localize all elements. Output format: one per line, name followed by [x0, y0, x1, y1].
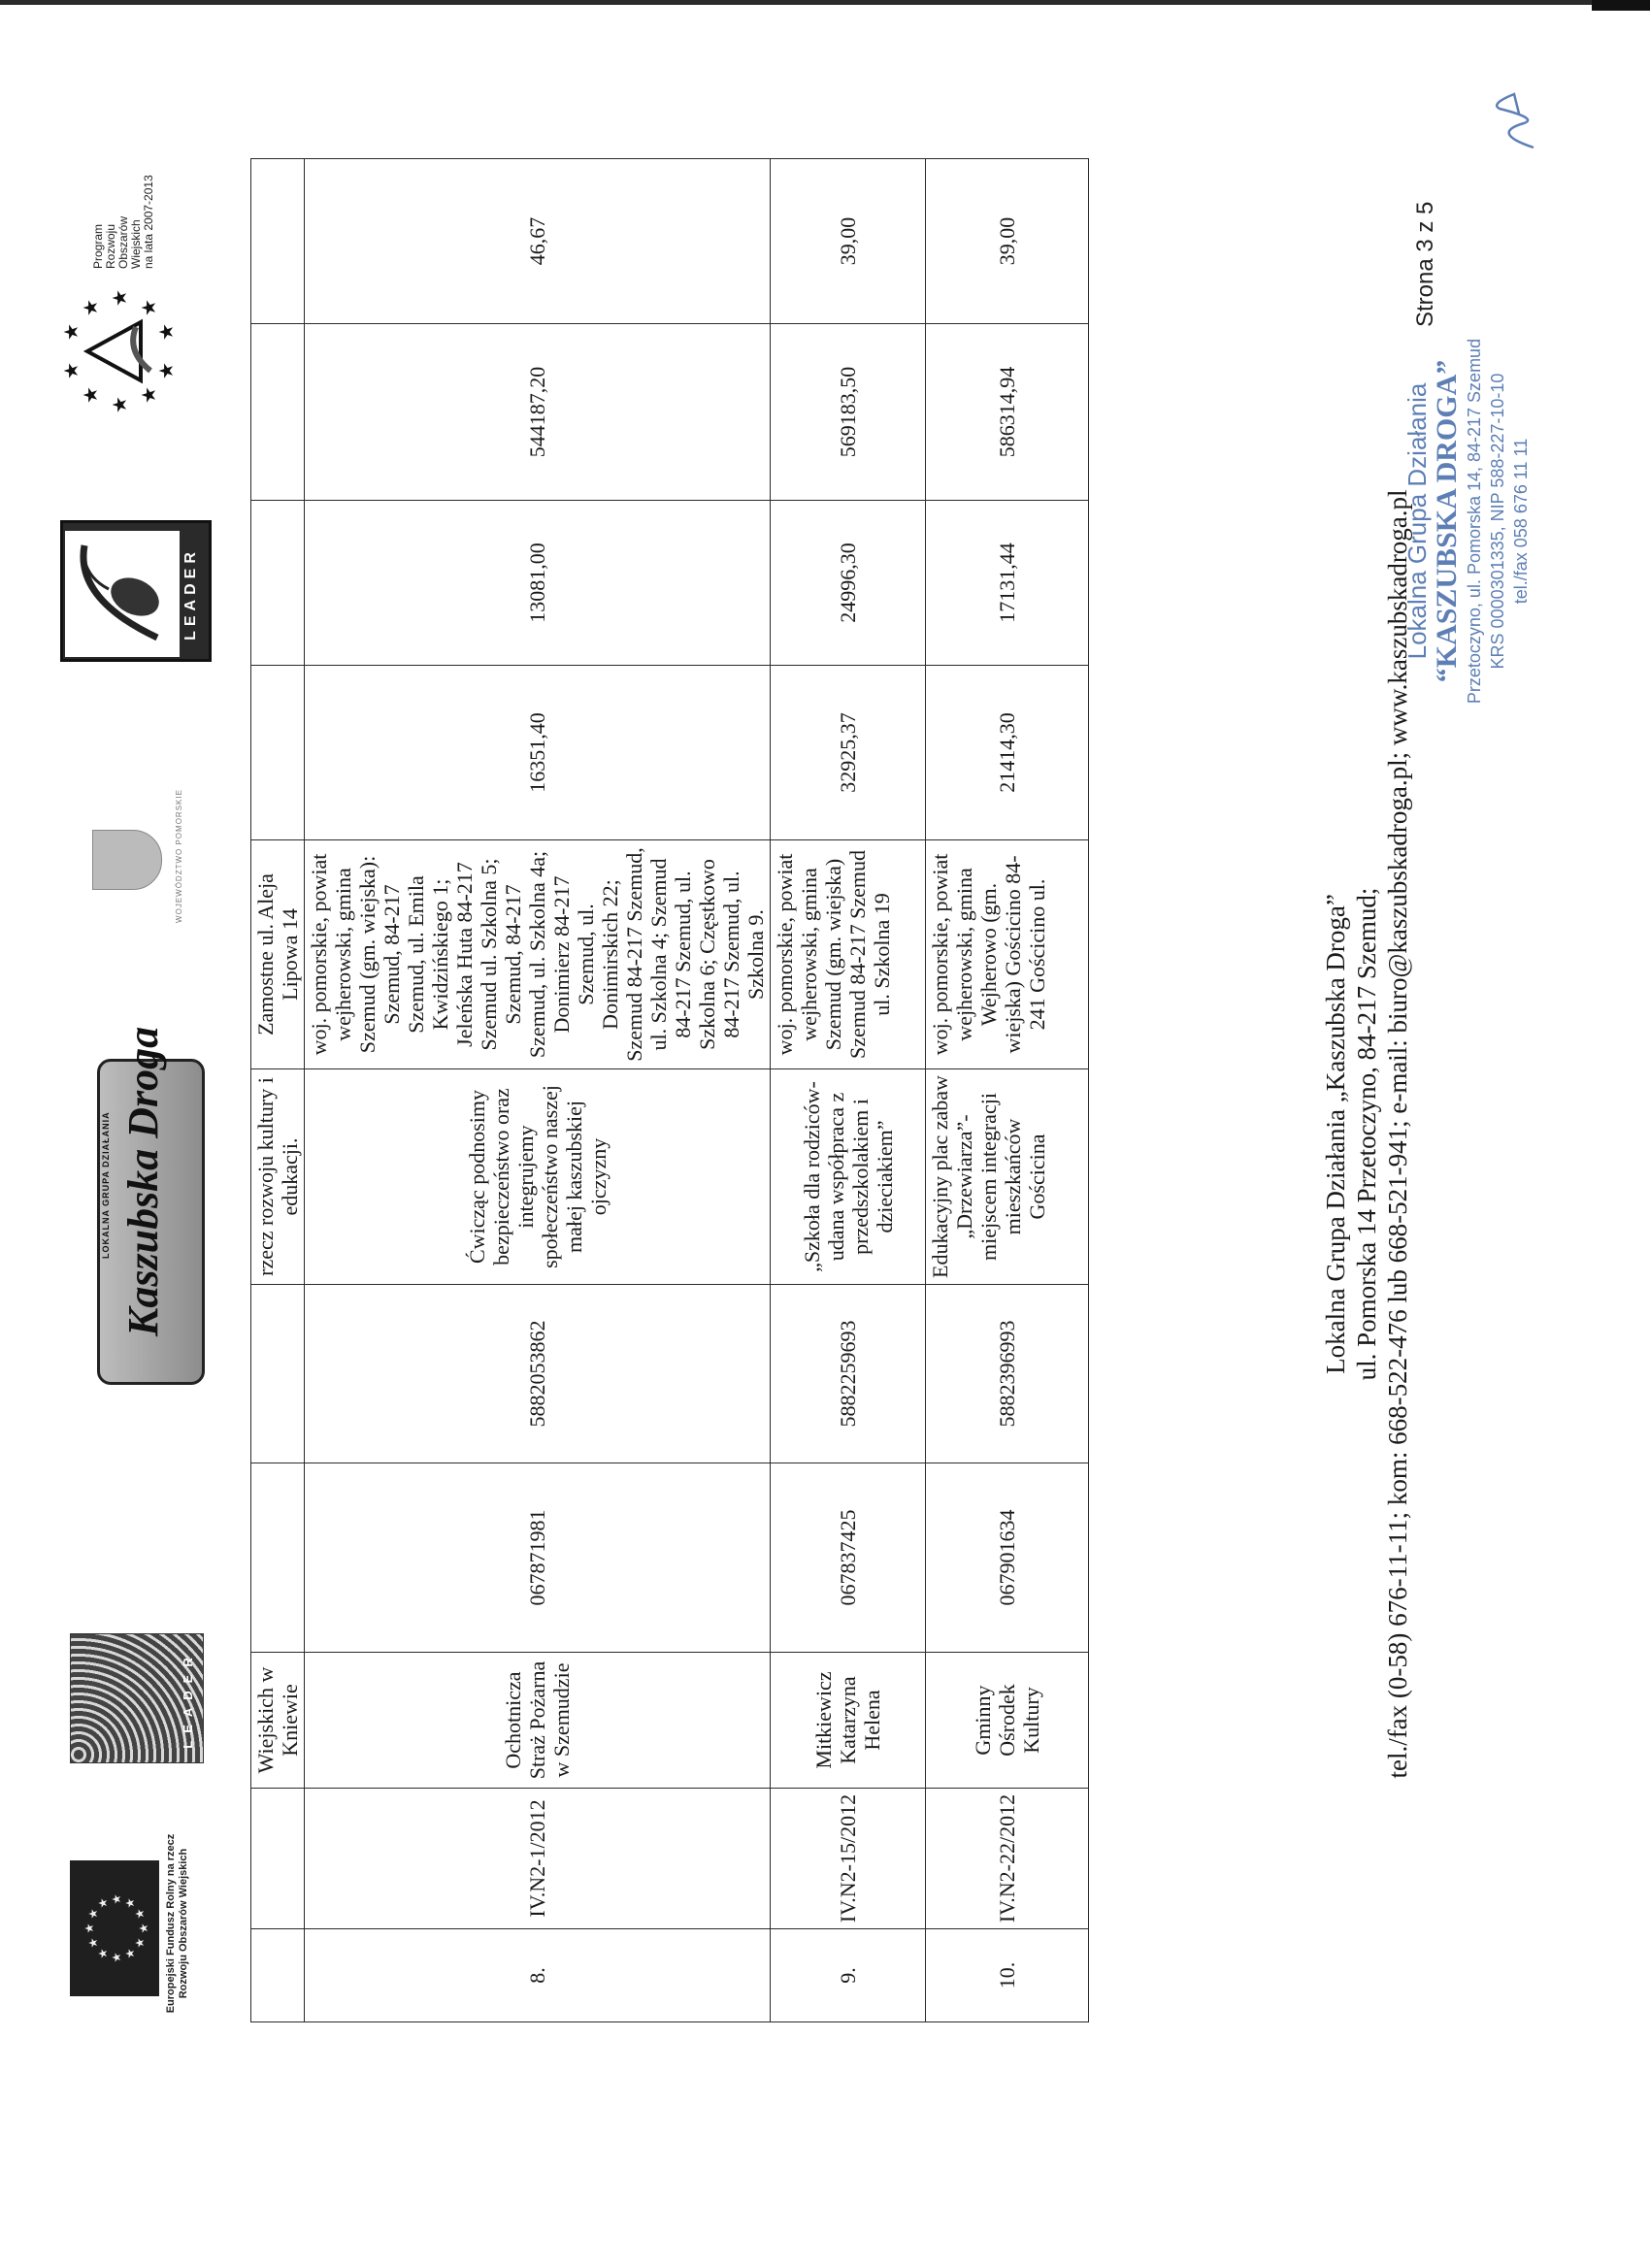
leader-logo-inner: [65, 531, 180, 657]
table-cell-id2: 5882259693: [771, 1285, 926, 1463]
table-cell-id1: 067837425: [771, 1463, 926, 1653]
footer-line-3: tel./fax (0-58) 676-11-11; kom: 668-522-476 lub 668-521-941; e-mail: biuro@kaszubskadroga.pl; www.kaszubskadroga.pl: [1383, 489, 1412, 1779]
table-cell: [251, 1285, 305, 1463]
svg-text:★: ★: [96, 1897, 110, 1909]
pomorskie-caption: WOJEWÓDZTWO POMORSKIE: [175, 789, 183, 923]
table-cell-value-1: 32925,37: [771, 666, 926, 840]
table-cell: [251, 324, 305, 501]
prow-logo: [58, 279, 178, 424]
pomorskie-crest-icon: [92, 830, 162, 890]
applications-table: [250, 158, 1089, 2022]
table-cell-number: IV.N2-22/2012: [926, 1789, 1089, 1929]
svg-text:★: ★: [110, 1893, 123, 1905]
svg-text:★: ★: [59, 362, 82, 379]
table-cell-number: IV.N2-15/2012: [771, 1789, 926, 1929]
logo-strip: [0, 0, 233, 2268]
table-cell-value-2: 17131,44: [926, 501, 1089, 666]
table-row: [926, 159, 1089, 2022]
leader-dots-label: LEADER: [181, 1650, 195, 1749]
handwritten-signature-icon: [1485, 84, 1543, 152]
eu-flag-logo: [70, 1860, 159, 1996]
svg-text:★: ★: [137, 1923, 150, 1934]
table-cell: [251, 1463, 305, 1653]
page-number: Strona 3 z 5: [1412, 201, 1438, 327]
svg-text:★: ★: [137, 299, 160, 316]
organization-stamp: [1402, 230, 1533, 812]
svg-text:★: ★: [59, 323, 82, 341]
svg-text:★: ★: [79, 299, 102, 316]
svg-text:★: ★: [110, 1952, 123, 1963]
svg-text:★: ★: [108, 289, 131, 307]
table-cell-title: Ćwicząc podnosimy bezpieczeństwo oraz integrujemy społeczeństwo naszej małej kaszubskiej ojczyzny: [305, 1069, 771, 1285]
table-cell-id1: 067901634: [926, 1463, 1089, 1653]
prow-line-3: Obszarów: [116, 215, 130, 269]
svg-text:★: ★: [86, 1908, 100, 1920]
kaszubska-droga-logo-text: Kaszubska Droga: [119, 1026, 167, 1336]
table-cell-lp: 9.: [771, 1929, 926, 2022]
stamp-line-3: Przetoczyno, ul. Pomorska 14, 84-217 Szemud: [1465, 338, 1484, 705]
eu-stars-icon: [70, 1860, 159, 1996]
stamp-line-4: KRS 0000301335, NIP 588-227-10-10: [1488, 373, 1507, 670]
table-cell: Wiejskich w Kniewie: [251, 1653, 305, 1789]
eu-fund-caption: [165, 1768, 190, 2079]
svg-text:★: ★: [86, 1937, 100, 1949]
table-cell: [251, 159, 305, 324]
leader-leaf-icon: [65, 531, 180, 657]
svg-text:★: ★: [133, 1937, 147, 1949]
svg-text:★: ★: [154, 362, 178, 379]
table-cell-value-4: 39,00: [926, 159, 1089, 324]
table-cell-applicant: Ochotnicza Straż Pożarna w Szemudzie: [305, 1653, 771, 1789]
table-cell: [251, 1929, 305, 2022]
table-cell-value-2: 24996,30: [771, 501, 926, 666]
table-cell-id2: 5882396993: [926, 1285, 1089, 1463]
table-cell: [251, 1789, 305, 1929]
prow-line-5: na lata 2007-2013: [142, 175, 155, 269]
table-cell: Zamostne ul. Aleja Lipowa 14: [251, 840, 305, 1069]
footer-line-2: ul. Pomorska 14 Przetoczyno, 84-217 Szemud;: [1352, 887, 1381, 1381]
svg-text:★: ★: [137, 386, 160, 404]
svg-text:★: ★: [82, 1923, 96, 1934]
table-cell-title: „Szkoła dla rodziców- udana współpraca z przedszkolakiem i dzieciakiem”: [771, 1069, 926, 1285]
svg-text:★: ★: [133, 1908, 147, 1920]
table-row: [771, 159, 926, 2022]
svg-text:★: ★: [108, 396, 131, 413]
table-cell-number: IV.N2-1/2012: [305, 1789, 771, 1929]
stamp-line-5: tel./fax 058 676 11 11: [1511, 438, 1531, 605]
table-cell-title: Edukacyjny plac zabaw „Drzewiarza”- miejscem integracji mieszkańców Gościcina: [926, 1069, 1089, 1285]
table-row: [305, 159, 771, 2022]
table-cell-lp: 10.: [926, 1929, 1089, 2022]
table-cell-id2: 5882053862: [305, 1285, 771, 1463]
svg-text:★: ★: [154, 323, 178, 341]
table-cell-value-1: 16351,40: [305, 666, 771, 840]
svg-text:★: ★: [96, 1948, 110, 1959]
prow-line-1: Program: [91, 223, 105, 269]
eu-caption-line-2: Rozwoju Obszarów Wiejskich: [178, 1848, 189, 1999]
table-cell-id1: 067871981: [305, 1463, 771, 1653]
table-cell-applicant: Gminny Ośrodek Kultury: [926, 1653, 1089, 1789]
page-footer: [1320, 0, 1413, 2268]
table-cell: [251, 501, 305, 666]
kaszubska-droga-logo-small-text: LOKALNA GRUPA DZIAŁANIA: [101, 1111, 111, 1259]
table-cell-place: woj. pomorskie, powiat wejherowski, gmina Wejherowo (gm. wiejska) Gościcino 84-241 Gościcino ul.: [926, 840, 1089, 1069]
table-cell-value-3: 569183,50: [771, 324, 926, 501]
stamp-line-1: Lokalna Grupa Działania: [1402, 382, 1432, 660]
table-cell-value-3: 544187,20: [305, 324, 771, 501]
table-cell-place: woj. pomorskie, powiat wejherowski, gmina Szemud (gm. wiejska): Szemud, 84-217 Szemud, ul. Emila Kwidzińskiego 1; Jeleńska Huta 84-217 Szemud ul. Szkolna 5; Szemud, 84-217 Szemud, ul. Szkolna 4a; Donimierz 84-217 Szemud, ul. Donimirskich 22; Szemud 84-217 Szemud, ul. Szkolna 4; Szemud 84-217 Szemud, ul. Szkolna 6; Częstkowo 84-217 Szemud, ul. Szkolna 9.: [305, 840, 771, 1069]
table-cell-applicant: Mitkiewicz Katarzyna Helena: [771, 1653, 926, 1789]
table-cell: rzecz rozwoju kultury i edukacji.: [251, 1069, 305, 1285]
svg-text:★: ★: [123, 1948, 137, 1959]
table-cell-place: woj. pomorskie, powiat wejherowski, gmina Szemud (gm. wiejska) Szemud 84-217 Szemud ul. Szkolna 19: [771, 840, 926, 1069]
table-cell-value-2: 13081,00: [305, 501, 771, 666]
table-row-continued: [251, 159, 305, 2022]
table-cell-lp: 8.: [305, 1929, 771, 2022]
table-cell-value-4: 39,00: [771, 159, 926, 324]
table-cell-value-3: 586314,94: [926, 324, 1089, 501]
prow-stars-icon: [58, 279, 178, 424]
svg-text:★: ★: [79, 386, 102, 404]
leader-logo-label: LEADER: [182, 547, 199, 641]
eu-caption-line-1: Europejski Fundusz Rolny na rzecz: [165, 1833, 177, 2014]
prow-line-2: Rozwoju: [104, 223, 117, 269]
stamp-line-2: “KASZUBSKA DROGA”: [1431, 359, 1463, 683]
prow-caption: [92, 175, 155, 269]
table-cell-value-4: 46,67: [305, 159, 771, 324]
table-cell-value-1: 21414,30: [926, 666, 1089, 840]
footer-line-1: Lokalna Grupa Działania „Kaszubska Droga”: [1321, 894, 1350, 1374]
svg-text:★: ★: [123, 1897, 137, 1909]
prow-line-4: Wiejskich: [129, 219, 143, 269]
table-cell: [251, 666, 305, 840]
